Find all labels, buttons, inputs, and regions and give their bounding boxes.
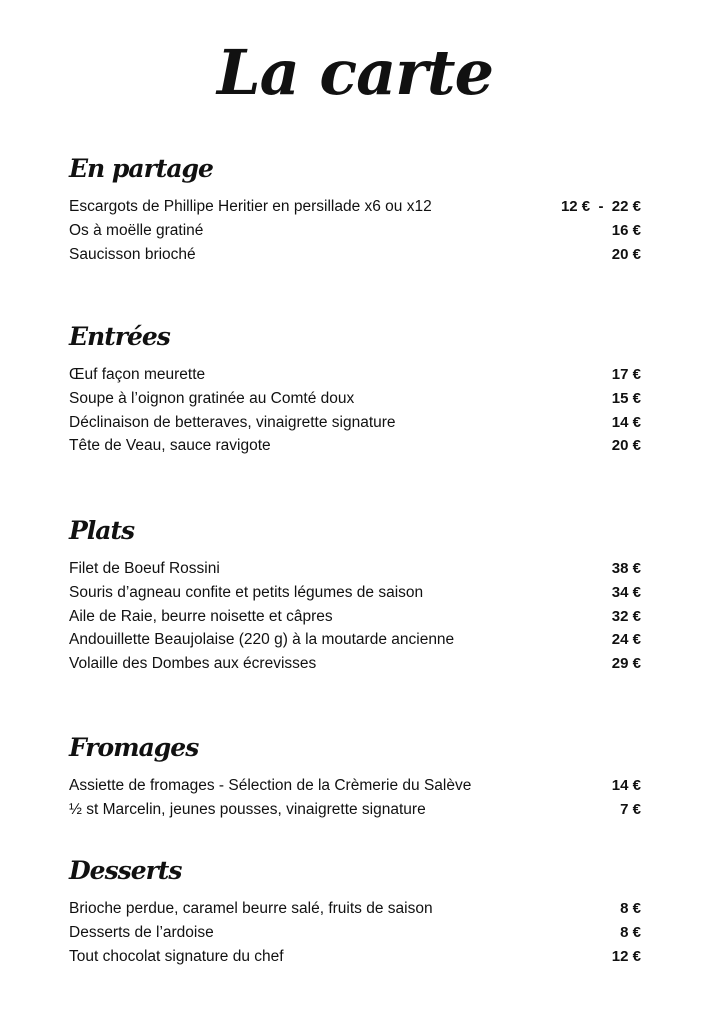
menu-item	[69, 222, 641, 246]
item-name: Brioche perdue, caramel beurre salé, fruits de saison	[69, 900, 433, 917]
item-name: Escargots de Phillipe Heritier en persillade x6 ou x12	[69, 198, 432, 215]
menu-item	[69, 366, 641, 390]
menu-item	[69, 584, 641, 608]
menu-item	[69, 198, 641, 222]
item-price: 14 €	[611, 777, 641, 794]
section-title: Fromages	[69, 733, 199, 762]
item-price: 34 €	[611, 583, 641, 601]
section-title: Desserts	[69, 856, 182, 885]
menu-item	[69, 948, 641, 972]
item-price: 7 €	[620, 800, 641, 818]
section-plats	[69, 516, 641, 679]
section-en-partage	[69, 154, 641, 269]
menu-item	[69, 560, 641, 584]
item-price: 8 €	[620, 923, 641, 941]
item-name: Déclinaison de betteraves, vinaigrette signature	[69, 413, 396, 431]
menu-item	[69, 414, 641, 438]
item-name: ½ st Marcelin, jeunes pousses, vinaigrette signature	[69, 800, 426, 818]
item-price: 17 €	[611, 366, 641, 383]
section-title: En partage	[69, 154, 213, 183]
menu-item	[69, 437, 641, 461]
item-list	[69, 198, 641, 269]
item-name: Assiette de fromages - Sélection de la Crèmerie du Salève	[69, 777, 472, 794]
item-name: Souris d’agneau confite et petits légumes de saison	[69, 583, 424, 601]
item-price: 14 €	[611, 413, 641, 431]
item-name: Os à moëlle gratiné	[69, 221, 204, 239]
item-price: 16 €	[611, 221, 641, 239]
menu-item	[69, 924, 641, 948]
item-price: 12 €	[611, 947, 641, 965]
item-name: Tête de Veau, sauce ravigote	[69, 437, 271, 455]
item-name: Andouillette Beaujolaise (220 g) à la moutarde ancienne	[69, 631, 455, 649]
item-name: Desserts de l’ardoise	[69, 923, 214, 941]
item-name: Soupe à l’oignon gratinée au Comté doux	[69, 389, 355, 407]
item-price: 20 €	[611, 245, 641, 263]
menu-item	[69, 390, 641, 414]
item-price: 8 €	[620, 900, 641, 917]
item-price: 32 €	[611, 607, 641, 625]
section-fromages	[69, 733, 641, 825]
item-price: 24 €	[611, 631, 641, 649]
item-list	[69, 900, 641, 971]
menu-item	[69, 246, 641, 270]
menu-item	[69, 608, 641, 632]
menu-item	[69, 655, 641, 679]
item-price: 38 €	[611, 560, 641, 577]
item-name: Filet de Boeuf Rossini	[69, 560, 220, 577]
menu-item	[69, 801, 641, 825]
item-name: Tout chocolat signature du chef	[69, 947, 284, 965]
item-name: Aile de Raie, beurre noisette et câpres	[69, 607, 333, 625]
item-name: Volaille des Dombes aux écrevisses	[69, 655, 317, 673]
item-price: 20 €	[611, 437, 641, 455]
section-entrees	[69, 322, 641, 461]
section-title: Plats	[69, 516, 135, 545]
item-price: 29 €	[611, 655, 641, 673]
item-list	[69, 777, 641, 825]
section-title: Entrées	[69, 322, 170, 351]
menu-item	[69, 900, 641, 924]
menu-title: La carte	[216, 36, 494, 109]
menu-item	[69, 777, 641, 801]
item-name: Saucisson brioché	[69, 245, 196, 263]
section-desserts	[69, 856, 641, 971]
item-price: 12 € - 22 €	[560, 198, 641, 215]
menu-item	[69, 631, 641, 655]
item-list	[69, 366, 641, 461]
item-price: 15 €	[611, 389, 641, 407]
item-name: Œuf façon meurette	[69, 366, 206, 383]
item-list	[69, 560, 641, 679]
